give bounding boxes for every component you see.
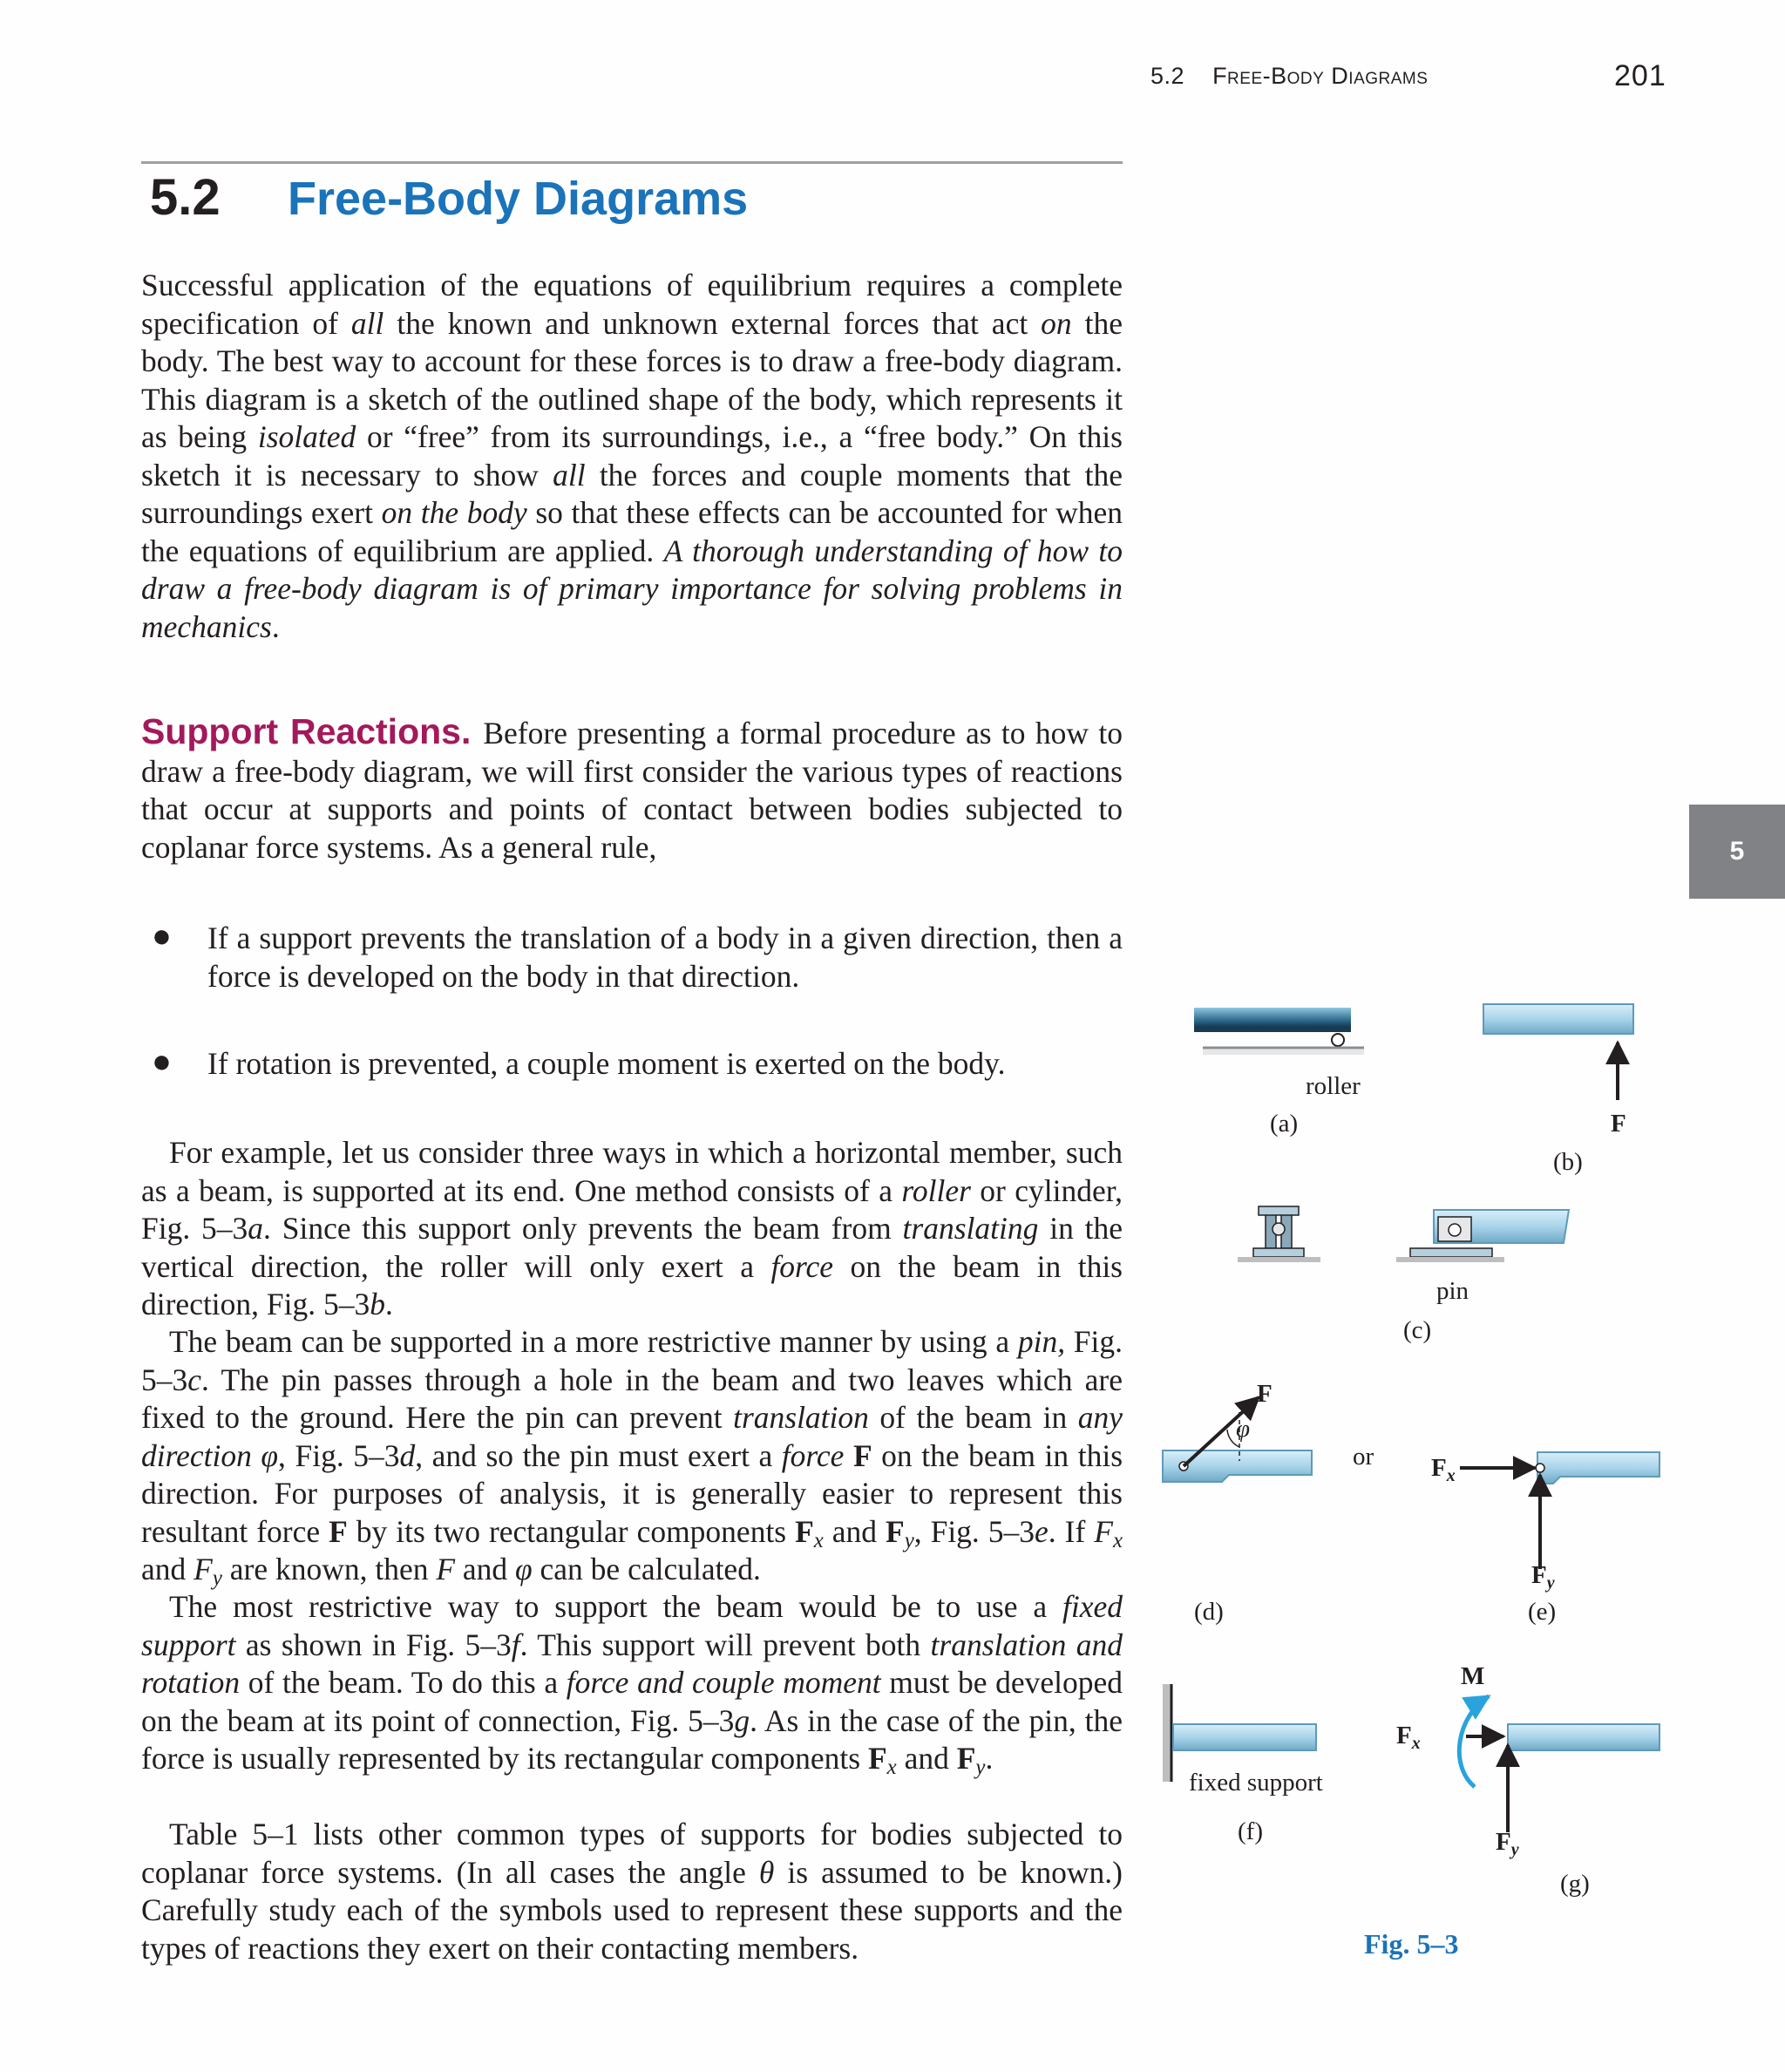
- pin-support-drawing: [1238, 1206, 1569, 1262]
- fixed-support-drawing: [1163, 1684, 1316, 1782]
- running-head: [1150, 63, 1428, 90]
- running-head-title: Free-Body Diagrams: [1212, 63, 1429, 89]
- roller-support-drawing: [1194, 1008, 1364, 1055]
- section-number: 5.2: [150, 169, 221, 226]
- roller-label: roller: [1306, 1072, 1361, 1100]
- running-head-section: 5.2: [1150, 63, 1185, 89]
- support-reactions-paragraph: Support Reactions. Before presenting a formal procedure as to how to draw a free-body diagram, we will first consider the various types of reactions that occur at supports and points of contact between bodies subjected to coplanar force systems. As a general rule,: [141, 711, 1123, 865]
- roller-paragraph: For example, let us consider three ways in which a horizontal member, such as a beam, is supported at its end. One method consists of a roller or cylinder, Fig. 5–3a. Since this support only prevents the beam from translating in the vertical direction, the roller will only exert a force on the beam in this direction, Fig. 5–3b.: [141, 1135, 1123, 1321]
- label-a: (a): [1270, 1110, 1299, 1138]
- fx-label-g: $F_x$: [1396, 1722, 1421, 1753]
- label-f: (f): [1238, 1817, 1263, 1845]
- fixed-support-paragraph: The most restrictive way to support the beam would be to use a fixed support as shown in Fig. 5–3f. This support will prevent both translation and rotation of the beam. To do this a force and couple moment must be developed on the beam at its point of connection, Fig. 5–3g. As in the case of the pin, the force is usually represented by its rectangular components $F_x$ and $F_y$.: [141, 1589, 1123, 1780]
- pin-paragraph: The beam can be supported in a more restrictive manner by using a pin, Fig. 5–3c. The pin passes through a hole in the beam and two leaves which are fixed to the ground. Here the pin can prevent translation of the beam in any direction φ, Fig. 5–3d, and so the pin must exert a force F on the beam in this direction. For purposes of analysis, it is generally easier to represent this resultant force F by its two rectangular components $F_x$ and $F_y$, Fig. 5–3e. If $F_x$ and $F_y$ are known, then F and φ can be calculated.: [141, 1324, 1123, 1591]
- label-c: (c): [1403, 1316, 1432, 1344]
- bullet-text: If a support prevents the translation of a body in a given direction, then a force is developed on the body in that direction.: [207, 921, 1123, 994]
- label-b: (b): [1553, 1148, 1583, 1176]
- fixed-support-label: fixed support: [1189, 1769, 1323, 1797]
- angle-label-d: φ: [1236, 1415, 1251, 1443]
- figure-5-3-drawing: [1150, 976, 1673, 1979]
- table-reference-paragraph: Table 5–1 lists other common types of supports for bodies subjected to coplanar force systems. (In all cases the angle θ is assumed to be known.) Carefully study each of the symbols used to represent these supports and the types of reactions they exert on their contacting members.: [141, 1817, 1123, 1966]
- beam-b: [1483, 1004, 1633, 1034]
- page-number: 201: [1614, 59, 1666, 92]
- intro-paragraph: Successful application of the equations of equilibrium requires a complete specification of all the known and unknown external forces that act on the body. The best way to account for these forces is to draw a free-body diagram. This diagram is a sketch of the outlined shape of the body, which represents it as being isolated or “free” from its surroundings, i.e., a “free body.” On this sketch it is necessary to show all the forces and couple moments that the surroundings exert on the body so that these effects can be accounted for when the equations of equilibrium are applied. A thorough understanding of how to draw a free-body diagram is of primary importance for solving problems in mechanics.: [141, 268, 1123, 644]
- label-g: (g): [1560, 1870, 1590, 1898]
- bullet-text: If rotation is prevented, a couple moment is exerted on the body.: [207, 1046, 1006, 1081]
- fx-label-e: $F_x$: [1431, 1454, 1456, 1485]
- beam-e: [1537, 1452, 1659, 1484]
- bullet-dot-icon: ●: [152, 1043, 172, 1080]
- or-label: or: [1353, 1443, 1374, 1471]
- figure-5-3: [1150, 976, 1673, 1979]
- pin-label: pin: [1436, 1277, 1469, 1305]
- beam-g: [1508, 1724, 1659, 1750]
- figure-caption: Fig. 5–3: [1364, 1928, 1459, 1960]
- support-reactions-heading: Support Reactions.: [141, 711, 472, 751]
- force-label-b: F: [1611, 1110, 1626, 1138]
- force-label-d: F: [1257, 1380, 1273, 1408]
- pin-hole-e: [1536, 1464, 1544, 1472]
- fy-label-e: $F_y$: [1531, 1561, 1555, 1593]
- section-rule: [141, 161, 1123, 164]
- bullet-dot-icon: ●: [152, 918, 172, 954]
- fy-label-g: $F_y$: [1496, 1828, 1519, 1859]
- chapter-tab[interactable]: 5: [1689, 805, 1785, 899]
- moment-arrow-g: [1459, 1696, 1489, 1787]
- label-d: (d): [1194, 1598, 1224, 1626]
- section-heading: [150, 168, 748, 227]
- bullet-item: [141, 1045, 1123, 1084]
- section-title: Free-Body Diagrams: [288, 173, 749, 225]
- label-e: (e): [1528, 1598, 1557, 1626]
- moment-label-g: M: [1461, 1662, 1485, 1690]
- bullet-item: [141, 920, 1123, 995]
